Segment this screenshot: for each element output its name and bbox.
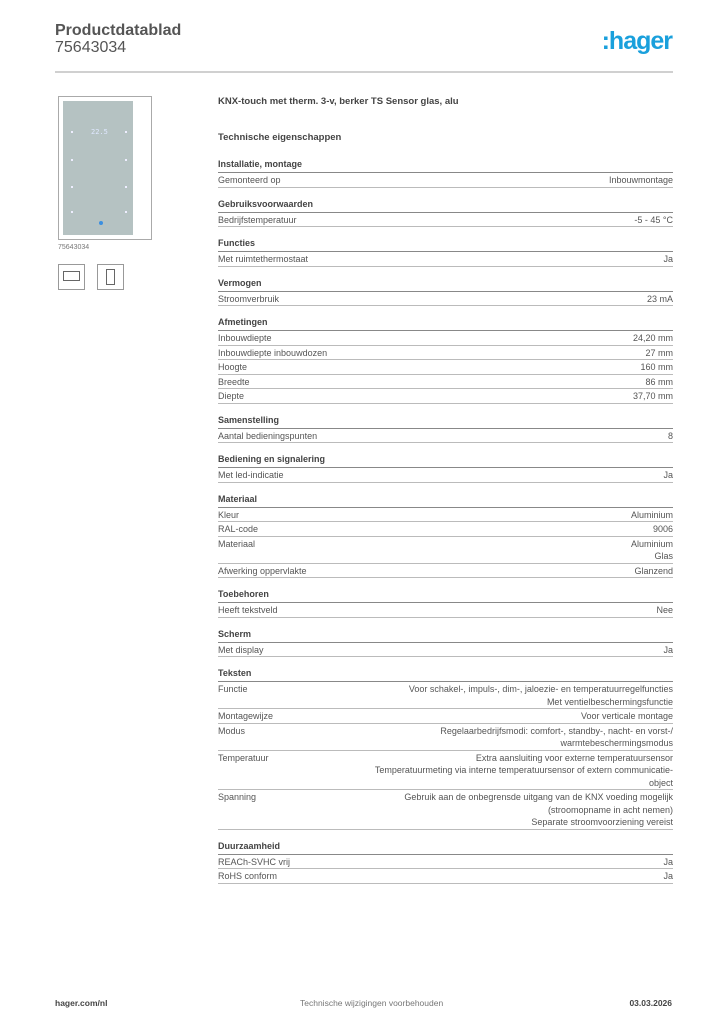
spec-row [218,375,673,390]
section-heading: Technische eigenschappen [218,132,342,143]
spec-value: Ja [663,644,673,655]
spec-label: Diepte [218,391,245,401]
spec-value: 37,70 mm [632,391,673,401]
footer-note: Technische wijzigingen voorbehouden [300,998,444,1008]
spec-section [218,840,673,884]
spec-value: 9006 [652,524,673,534]
spec-row [218,292,673,307]
spec-value: 24,20 mm [632,333,673,343]
spec-label: Met display [218,644,264,655]
spec-label: Kleur [218,509,240,520]
spec-row [218,389,673,404]
spec-row [218,346,673,361]
spec-section-title: Toebehoren [218,588,673,603]
spec-label: Aantal bedieningspunten [218,430,318,441]
spec-section [218,414,673,444]
spec-label: Inbouwdiepte inbouwdozen [218,347,328,358]
spec-value: Extra aansluiting voor externe temperatuursensor Temperatuurmeting via interne temperatuursensor of extern communicatie- object [374,752,673,788]
spec-row [218,537,673,564]
spec-value: Ja [663,254,673,264]
spec-section [218,628,673,658]
spec-section [218,316,673,404]
spec-section-title: Afmetingen [218,316,673,331]
spec-row [218,751,673,791]
spec-label: Functie [218,684,248,694]
spec-section-title: Functies [218,237,673,252]
spec-section [218,198,673,228]
spec-label: REACh-SVHC vrij [218,856,291,867]
spec-row [218,855,673,870]
thermostat-display: 22.5 [91,128,108,136]
product-number: 75643034 [55,39,127,56]
spec-section-title: Duurzaamheid [218,840,673,855]
spec-label: Inbouwdiepte [218,333,272,343]
spec-section-title: Teksten [218,667,673,682]
product-image [58,96,152,240]
document-title: Productdatablad [55,22,182,39]
spec-row [218,331,673,346]
spec-value: Voor verticale montage [580,711,673,721]
footer-date: 03.03.2026 [629,998,672,1008]
spec-value: Voor schakel-, impuls-, dim-, jaloezie- en temperatuurregelfuncties Met ventielbeschermingsfunctie [408,684,673,707]
spec-section-title: Materiaal [218,493,673,508]
spec-content [218,96,673,884]
product-title: KNX-touch met therm. 3-v, berker TS Sensor glas, alu [218,96,459,107]
spec-label: Stroomverbruik [218,293,280,304]
spec-row [218,603,673,618]
spec-section-title: Vermogen [218,277,673,292]
spec-value: Inbouwmontage [608,175,673,185]
spec-value: 27 mm [645,347,673,358]
spec-row [218,173,673,188]
spec-row [218,643,673,658]
spec-row [218,252,673,267]
header-divider [55,71,673,73]
spec-row [218,468,673,483]
spec-label: Materiaal [218,538,256,549]
spec-value: Glanzend [634,565,673,576]
spec-row [218,564,673,579]
spec-section [218,667,673,830]
image-caption: 75643034 [58,244,90,251]
spec-section [218,493,673,579]
spec-label: Met led-indicatie [218,470,284,480]
spec-value: 160 mm [640,362,673,372]
spec-section [218,277,673,307]
spec-label: RoHS conform [218,871,278,881]
spec-label: Gemonteerd op [218,175,281,185]
spec-section [218,453,673,483]
spec-label: Spanning [218,792,257,802]
spec-value: -5 - 45 °C [634,214,673,225]
spec-label: Bedrijfstemperatuur [218,214,297,225]
spec-row [218,709,673,724]
spec-value: Ja [663,470,673,480]
spec-value: Nee [656,605,673,615]
spec-row [218,360,673,375]
spec-value: Gebruik aan de onbegrensde uitgang van de KNX voeding mogelijk (stroomopname in acht nemen) Separate stroomvoorziening vereist [404,792,673,827]
spec-value: Regelaarbedrijfsmodi: comfort-, standby-, nacht- en vorst-/ warmtebeschermingsmodus [440,725,673,748]
spec-label: Modus [218,725,246,736]
spec-section-title: Scherm [218,628,673,643]
spec-value: 8 [667,430,673,441]
spec-value: Aluminium Glas [630,538,673,561]
spec-section [218,237,673,267]
spec-value: 23 mA [646,293,673,304]
hager-logo: :hager [601,27,672,55]
spec-section-title: Bediening en signalering [218,453,673,468]
led-indicator [99,221,103,225]
spec-value: Aluminium [630,509,673,520]
spec-row [218,790,673,830]
spec-row [218,213,673,228]
spec-section-title: Samenstelling [218,414,673,429]
mounting-symbol-icon [97,264,124,290]
spec-row [218,429,673,444]
spec-section [218,588,673,618]
spec-value: Ja [663,856,673,867]
spec-label: Heeft tekstveld [218,605,278,615]
display-symbol-icon [58,264,85,290]
footer-site-link[interactable]: hager.com/nl [55,998,108,1008]
spec-label: RAL-code [218,524,259,534]
spec-section-title: Installatie, montage [218,158,673,173]
spec-row [218,682,673,709]
spec-label: Hoogte [218,362,248,372]
spec-section [218,158,673,188]
spec-label: Temperatuur [218,752,269,763]
spec-label: Montagewijze [218,711,274,721]
spec-label: Met ruimtethermostaat [218,254,309,264]
spec-row [218,724,673,751]
spec-value: Ja [663,871,673,881]
spec-row [218,508,673,523]
spec-value: 86 mm [645,376,673,387]
spec-row [218,522,673,537]
spec-label: Afwerking oppervlakte [218,565,307,576]
spec-label: Breedte [218,376,250,387]
spec-row [218,869,673,884]
spec-section-title: Gebruiksvoorwaarden [218,198,673,213]
